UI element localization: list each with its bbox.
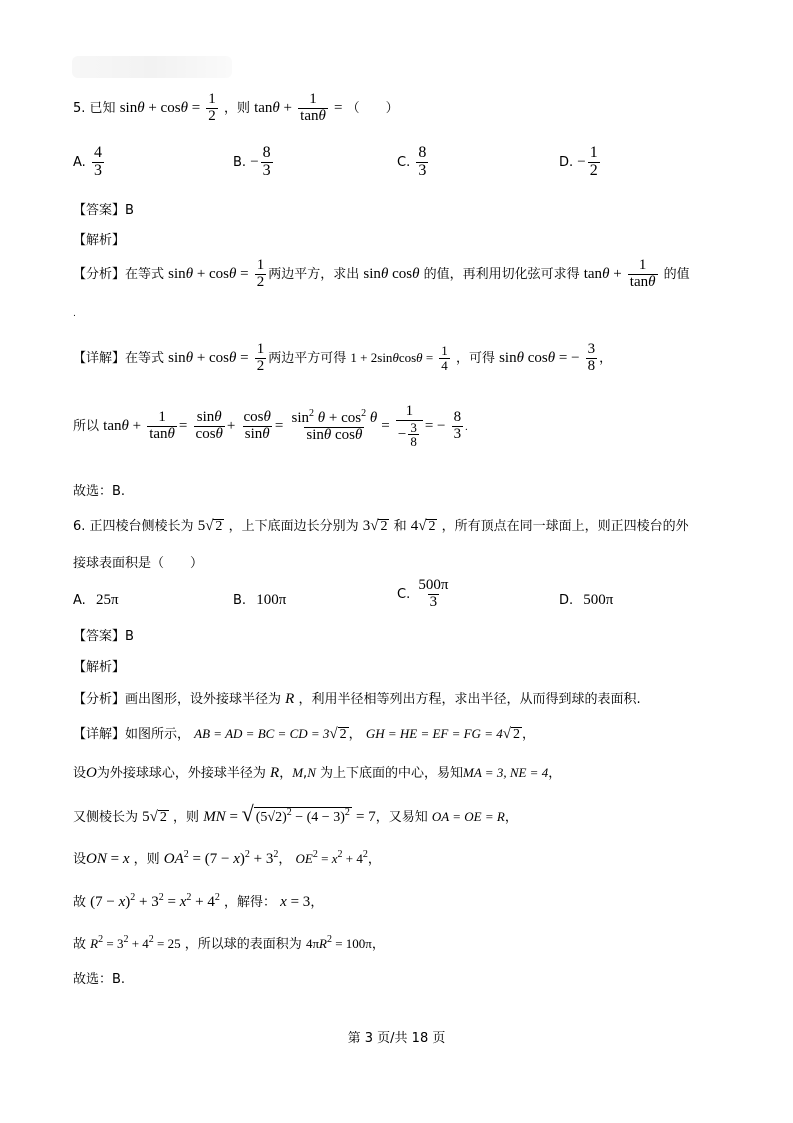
q6-fenxi: 【分析】画出图形，设外接球半径为 R ，利用半径相等列出方程，求出半径，从而得到球的表面积. [73, 691, 641, 707]
q5-option-b: B. − $\frac{8}{3}$ [233, 144, 271, 179]
q5-fenxi: 【分析】在等式 sinθ + cosθ = $\frac{1}{2}$ 两边平方，求出 sinθ cosθ 的值，再利用切化弦可求得 tanθ + $\frac{1}{\tan\theta}$ 的值 [73, 257, 690, 290]
q5-option-a: A. $\frac{4}{3}$ [73, 144, 102, 179]
page-footer: 第 3 页/共 18 页 [347, 1031, 446, 1046]
q5-stem-prefix: 已知 [89, 100, 116, 116]
q5-given-eq: sinθ + cosθ = [119, 99, 201, 116]
q6-option-c: C. $\frac{500\pi}{3}$ [397, 577, 449, 610]
q6-xiangjie-line6: 故 $R^2 = 3^2 + 4^2 = 25$ ，所以球的表面积为 $4\pi R^2 = 100\pi$， [73, 934, 385, 952]
q5-number: 5. [73, 100, 86, 116]
q6-stem-line2: 接球表面积是（ ） [73, 556, 204, 571]
q6-xiangjie-line5: 故 $(7 - x)^2 + 3^2 = x^2 + 4^2$ ，解得： x = 3， [73, 892, 324, 910]
q5-xiangjie: 【详解】在等式 sinθ + cosθ = $\frac{1}{2}$ 两边平方可得 1 + 2sinθcosθ = $\frac{1}{4}$ ，可得 sinθ cosθ = − $\frac{3}{8}$ ， [73, 341, 613, 374]
q5-frac-tan: $\frac{1}{\tan\theta}$ [300, 91, 326, 124]
q6-conclusion: 故选：B. [73, 972, 126, 987]
q5-derivation: 所以 tanθ + $\frac{1}{\tan\theta}$ = $\frac{\sin\theta}{\cos\theta}$ + $\frac{\cos\theta}{\sin\theta}$ = $\frac{\sin^2 \theta + \cos^2 \theta}{\text{sinθ cosθ}}$ = 1 − $\frac{3}{8}$ = − $\frac{8}{3}$ . [73, 403, 468, 450]
q5-analysis-tag: 【解析】 [73, 233, 126, 248]
q6-stem-line1: 6. 正四棱台侧棱长为 5 √ 2 ，上下底面边长分别为 3 √ 2 和 4 √ 2 ，所有顶点在同一球面上，则正四棱台的外 [73, 518, 689, 534]
q6-xiangjie-line4: 设ON = x ，则 $OA^2 = (7 - x)^2 + 3^2$， $OE^2 = x^2 + 4^2$， [73, 849, 381, 867]
q6-answer: 【答案】B [73, 629, 134, 644]
q5-conclusion: 故选：B. [73, 484, 126, 499]
q6-option-a: A. 25π [73, 592, 119, 608]
q5-target-expr: tanθ + [254, 99, 293, 116]
q5-stem: 5. 已知 sinθ + cosθ = $\frac{1}{2}$ ，则 tanθ + $\frac{1}{\tan\theta}$ = （ ） [73, 91, 399, 124]
q6-option-d: D. 500π [559, 592, 614, 608]
q5-fenxi-dot: . [73, 309, 76, 319]
q5-frac-half: $\frac{1}{2}$ [208, 91, 216, 124]
q5-stem-mid: ，则 [223, 100, 250, 116]
scan-smudge [72, 56, 232, 78]
q5-option-d: D. − $\frac{1}{2}$ [559, 144, 598, 179]
q6-analysis-tag: 【解析】 [73, 660, 126, 675]
q5-blank: （ ） [346, 100, 399, 116]
q6-xiangjie-line3: 又侧棱长为 5 √ 2 ，则 MN = √ $(5√2)^2 - (4 - 3)^2$ = 7，又易知 OA = OE = R， [73, 801, 518, 826]
q5-answer: 【答案】B [73, 203, 134, 218]
q6-option-b: B. 100π [233, 592, 287, 608]
q5-option-c: C. $\frac{8}{3}$ [397, 144, 427, 179]
q6-xiangjie-line2: 设O为外接球球心，外接球半径为 R，M,N 为上下底面的中心，易知MA = 3, NE = 4， [73, 765, 562, 781]
q6-xiangjie-line1: 【详解】如图所示， AB = AD = BC = CD = 3 √ 2 ， GH = HE = EF = FG = 4 √ 2 ， [73, 726, 535, 742]
